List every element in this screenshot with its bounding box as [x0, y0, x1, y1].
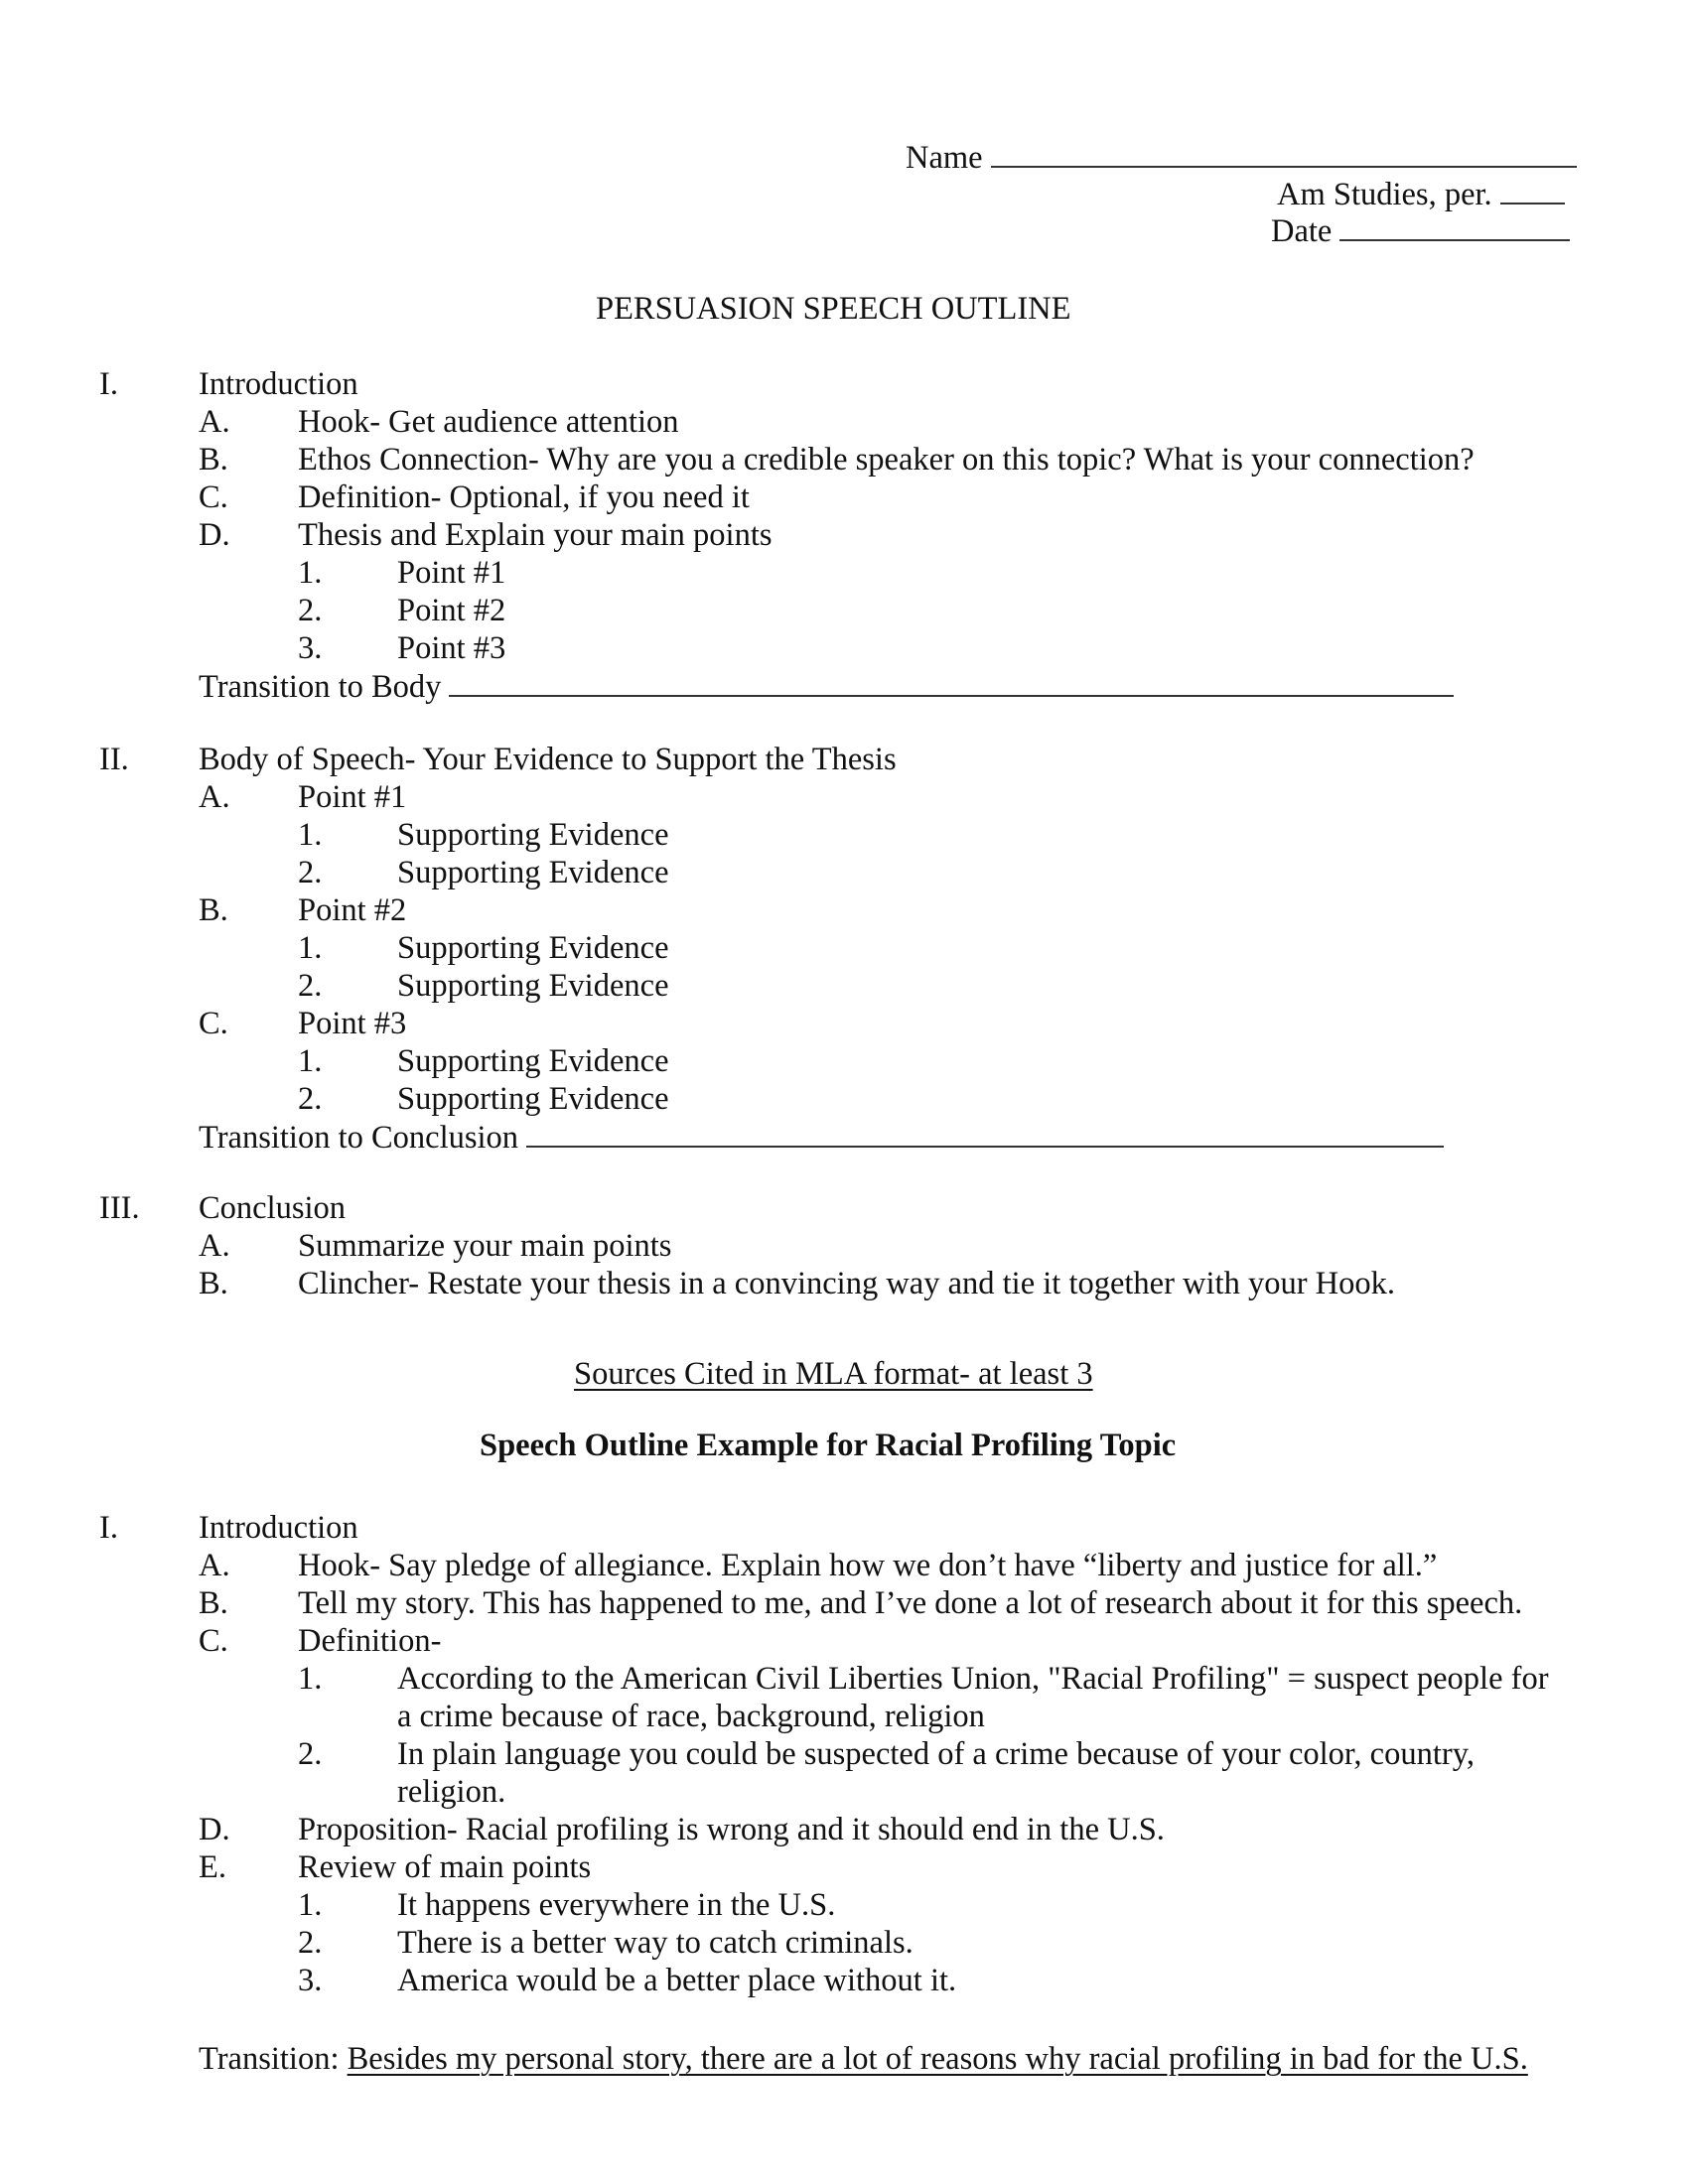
transition-to-conclusion: [199, 1118, 1444, 1156]
subitem-text: Point #3: [397, 630, 506, 666]
example-title: Speech Outline Example for Racial Profiling Topic: [480, 1428, 1177, 1463]
definition-text: According to the American Civil Liberties Union, "Racial Profiling" = suspect people for: [397, 1661, 1549, 1697]
section-numeral: I.: [99, 366, 118, 402]
evidence-text: Supporting Evidence: [397, 1043, 669, 1079]
item-label: C.: [199, 1623, 228, 1659]
item-text: Definition- Optional, if you need it: [298, 479, 750, 515]
evidence-label: 2.: [298, 968, 323, 1004]
review-text: It happens everywhere in the U.S.: [397, 1887, 836, 1923]
item-label: D.: [199, 1812, 230, 1847]
example-transition: [199, 2040, 1528, 2078]
item-text: Thesis and Explain your main points: [298, 517, 773, 553]
section-heading: Body of Speech- Your Evidence to Support the Thesis: [199, 742, 897, 777]
section-heading: Introduction: [199, 1510, 358, 1546]
item-text: Proposition- Racial profiling is wrong and it should end in the U.S.: [298, 1812, 1165, 1847]
sources-cited-heading: Sources Cited in MLA format- at least 3: [574, 1356, 1093, 1392]
transition-to-body: [199, 667, 1454, 705]
item-label: A.: [199, 404, 230, 440]
review-text: There is a better way to catch criminals.: [397, 1925, 914, 1961]
item-text: Ethos Connection- Why are you a credible speaker on this topic? What is your connection?: [298, 442, 1475, 478]
class-period-label: Am Studies, per.: [1277, 177, 1492, 212]
point-text: Point #2: [298, 892, 407, 928]
date-blank[interactable]: [1339, 211, 1570, 241]
item-text: Summarize your main points: [298, 1228, 672, 1264]
item-label: A.: [199, 1228, 230, 1264]
period-blank[interactable]: [1500, 175, 1565, 205]
definition-text: In plain language you could be suspected of a crime because of your color, country,: [397, 1736, 1475, 1772]
evidence-label: 1.: [298, 1043, 323, 1079]
item-label: C.: [199, 479, 228, 515]
item-label: A.: [199, 1548, 230, 1583]
review-label: 2.: [298, 1925, 323, 1961]
review-text: America would be a better place without it.: [397, 1963, 957, 1998]
point-text: Point #3: [298, 1006, 407, 1041]
item-text: Hook- Get audience attention: [298, 404, 679, 440]
item-text: Tell my story. This has happened to me, and I’ve done a lot of research about it for this speech.: [298, 1585, 1523, 1621]
evidence-label: 2.: [298, 855, 323, 890]
point-label: A.: [199, 779, 230, 815]
transition-to-body-blank[interactable]: [449, 667, 1454, 697]
item-text: Hook- Say pledge of allegiance. Explain how we don’t have “liberty and justice for all.”: [298, 1548, 1438, 1583]
item-label: B.: [199, 442, 228, 478]
item-text: Definition-: [298, 1623, 442, 1659]
definition-label: 2.: [298, 1736, 323, 1772]
item-label: B.: [199, 1585, 228, 1621]
date-label: Date: [1271, 213, 1333, 249]
item-text: Clincher- Restate your thesis in a convincing way and tie it together with your Hook.: [298, 1266, 1395, 1301]
evidence-text: Supporting Evidence: [397, 930, 669, 966]
page-title: PERSUASION SPEECH OUTLINE: [596, 291, 1071, 327]
definition-label: 1.: [298, 1661, 323, 1697]
section-numeral: III.: [99, 1190, 140, 1226]
evidence-label: 1.: [298, 930, 323, 966]
review-label: 1.: [298, 1887, 323, 1923]
subitem-text: Point #1: [397, 555, 506, 591]
item-label: D.: [199, 517, 230, 553]
definition-text-continued: religion.: [397, 1774, 506, 1810]
section-heading: Introduction: [199, 366, 358, 402]
date-field: [1271, 211, 1570, 249]
definition-text-continued: a crime because of race, background, religion: [397, 1699, 985, 1734]
review-label: 3.: [298, 1963, 323, 1998]
section-numeral: II.: [99, 742, 129, 777]
point-label: C.: [199, 1006, 228, 1041]
subitem-label: 2.: [298, 593, 323, 628]
section-heading: Conclusion: [199, 1190, 347, 1226]
item-label: E.: [199, 1849, 226, 1885]
evidence-text: Supporting Evidence: [397, 1081, 669, 1117]
point-text: Point #1: [298, 779, 407, 815]
evidence-label: 2.: [298, 1081, 323, 1117]
section-numeral: I.: [99, 1510, 118, 1546]
item-label: B.: [199, 1266, 228, 1301]
transition-to-conclusion-blank[interactable]: [526, 1118, 1444, 1148]
evidence-text: Supporting Evidence: [397, 855, 669, 890]
evidence-label: 1.: [298, 817, 323, 853]
transition-text: Besides my personal story, there are a lot of reasons why racial profiling in bad for the U.S.: [347, 2041, 1528, 2077]
evidence-text: Supporting Evidence: [397, 968, 669, 1004]
transition-label: Transition to Conclusion: [199, 1120, 519, 1156]
class-period-field: [1277, 175, 1565, 212]
transition-label: Transition:: [199, 2041, 340, 2077]
name-field: [906, 138, 1577, 176]
evidence-text: Supporting Evidence: [397, 817, 669, 853]
subitem-text: Point #2: [397, 593, 506, 628]
subitem-label: 1.: [298, 555, 323, 591]
name-label: Name: [906, 140, 983, 176]
transition-label: Transition to Body: [199, 669, 442, 705]
point-label: B.: [199, 892, 228, 928]
item-text: Review of main points: [298, 1849, 592, 1885]
name-blank[interactable]: [991, 138, 1577, 168]
subitem-label: 3.: [298, 630, 323, 666]
